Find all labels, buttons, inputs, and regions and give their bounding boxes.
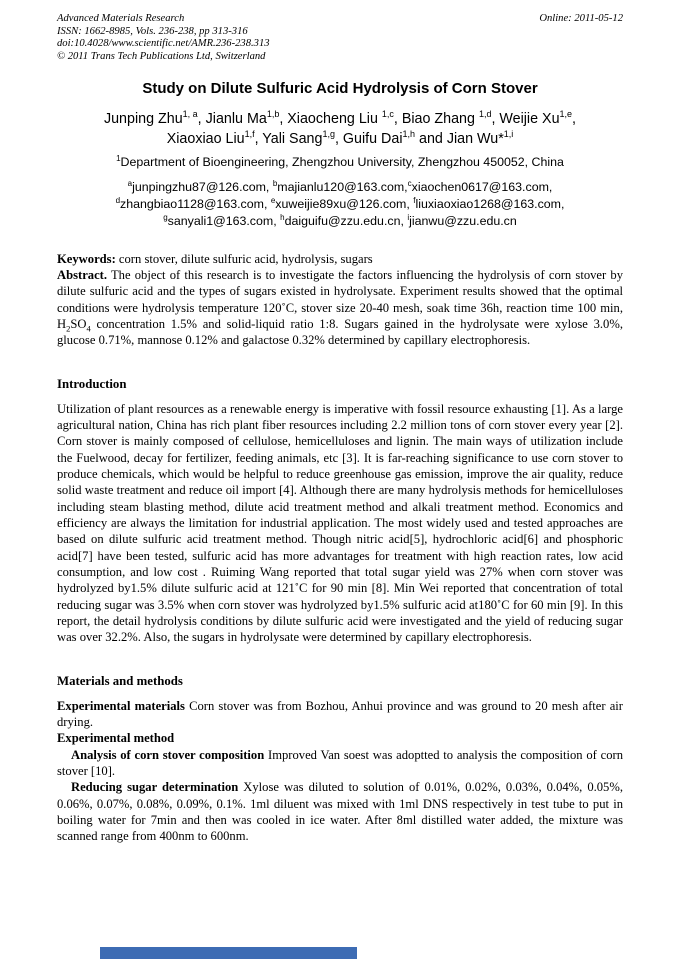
author-name: , Guifu Dai [334, 131, 403, 148]
author-name: Junping Zhu [103, 111, 183, 128]
author-name: , Xiaoxiao Liu [166, 111, 577, 148]
journal-issn: ISSN: 1662-8985, Vols. 236-238, pp 313-316 [57, 25, 248, 37]
email-sup: a [127, 179, 133, 189]
email-text: jianwu@zzu.edu.cn [409, 213, 517, 228]
author-sup: 1,c [381, 109, 394, 120]
email-sup: e [270, 196, 276, 206]
author-name: , Yali Sang [254, 131, 323, 148]
email-text: sanyali1@163.com, [167, 213, 281, 228]
experimental-materials-text: Corn stover was from Bozhou, Anhui province and was ground to 20 mesh after air drying. [57, 698, 623, 730]
journal-header [57, 13, 623, 63]
composition-analysis-label: Analysis of corn stover composition [71, 747, 265, 762]
experimental-materials-paragraph [57, 698, 623, 731]
author-name: and Jian Wu* [415, 131, 504, 148]
reducing-sugar-text: Xylose was diluted to solution of 0.01%, 0.02%, 0.03%, 0.04%, 0.05%, 0.06%, 0.07%, 0.08%, 0.09%, 0.1%. 1ml diluent was mixed with 1ml DNS respectively in test tube to put in boiling water for 7min and then was cooled in ice water. After 8ml distilled water added, the mixture was scanned range from 400nm to 600nm. [57, 780, 623, 844]
author-sup: 1,d [478, 109, 492, 120]
footer-banner [100, 947, 357, 959]
email-text: liuxiaoxiao1268@163.com, [415, 197, 565, 212]
affiliation-line [57, 154, 623, 170]
author-name: , Weijie Xu [491, 111, 560, 128]
keywords-line [57, 251, 623, 267]
reducing-sugar-paragraph [57, 779, 623, 844]
introduction-paragraph: Utilization of plant resources as a renewable energy is imperative with fossil resource exhausting [1]. As a large agricultural nation, China has rich plant fiber resources including 2.2 million tons of corn stover every year [2]. Corn stover is mainly composed of cellulose, hemicelluloses and lignin. The main ways of utilization include the Fuelwood, decay for fertilizer, feeding animals, etc [3]. It is far-reaching significance to use corn stover to produce chemicals, which would be helpful to reduce greenhouse gas emission, improve the air quality, reduce solid waste treatment and reduce oil import [4]. Although there are many hydrolysis methods for hemicelluloses including steam blasting method, dilute acid treatment method and alkali treatment method. Economics and efficiency are always the limitation for industrial application. The most widely used and tested approaches are based on dilute sulfuric acid treatment method. Though nitric acid[5], hydrochloric acid[6] and phosphoric acid[7] have been tested, sulfuric acid has more advantages for treatment with high reaction rates, low acid consumption, and low cost . Ruiming Wang reported that total sugar yield was 27% when corn stover was hydrolyzed by1.5% dilute sulfuric acid at 121˚C for 90 min [8]. Min Wei reported that concentration of total reducing sugar was 3.5% when corn stover was hydrolyzed by1.5% sulfuric acid at180˚C for 60 min [9]. In this report, the detail hydrolysis conditions by dilute sulfuric acid were investigated and the yield of reducing sugar was over 32.2%. Also, the sugars in hydrolysate were determined by capillary electrophoresis. [57, 401, 623, 645]
email-text: daiguifu@zzu.edu.cn, [284, 213, 408, 228]
email-text: junpingzhu87@126.com, [132, 180, 273, 195]
email-sup: h [280, 212, 285, 222]
author-sup: 1,h [402, 129, 416, 140]
author-line [75, 109, 605, 149]
section-heading-materials-and-methods: Materials and methods [57, 673, 183, 688]
keywords-label: Keywords: [57, 251, 116, 266]
composition-analysis-paragraph [57, 747, 623, 780]
author-name: , Xiaocheng Liu [279, 111, 382, 128]
email-sup: f [413, 196, 416, 206]
chem-subscript: 2 [66, 323, 71, 334]
author-sup: 1,e [559, 109, 573, 120]
author-sup: 1,f [244, 129, 255, 140]
abstract-paragraph [57, 267, 623, 348]
composition-analysis-text: Improved Van soest was adoptted to analysis the composition of corn stover [10]. [57, 747, 623, 779]
experimental-method-label: Experimental method [57, 731, 175, 746]
paper-title: Study on Dilute Sulfuric Acid Hydrolysis of Corn Stover [142, 80, 538, 98]
email-text: majianlu120@163.com, [277, 180, 408, 195]
abstract-text: concentration 1.5% and solid-liquid ratio 1:8. Sugars gained in the hydrolysate were xylose 3.0%, glucose 0.71%, mannose 0.12% and galactose 0.32% determined by capillary electrophoresis. [57, 316, 623, 348]
email-text: xiaochen0617@163.com, [411, 180, 553, 195]
author-sup: 1,g [322, 129, 335, 140]
author-name: , Biao Zhang [393, 111, 479, 128]
abstract-text: SO [70, 316, 87, 331]
author-sup: 1,b [266, 109, 280, 120]
email-text: zhangbiao1128@163.com, [120, 197, 271, 212]
email-sup: g [163, 212, 168, 222]
journal-info [57, 13, 270, 63]
journal-copyright: © 2011 Trans Tech Publications Ltd, Switzerland [57, 50, 266, 62]
email-sup: d [115, 196, 121, 206]
author-sup: 1,i [503, 129, 514, 140]
experimental-materials-label: Experimental materials [57, 698, 185, 713]
email-sup: i [407, 212, 410, 222]
email-sup: b [272, 179, 278, 189]
section-heading-introduction: Introduction [57, 376, 127, 391]
journal-name: Advanced Materials Research [57, 13, 185, 24]
journal-doi: doi:10.4028/www.scientific.net/AMR.236-238.313 [57, 38, 270, 50]
chem-subscript: 4 [86, 323, 91, 334]
email-text: xuweijie89xu@126.com, [275, 197, 414, 212]
author-name: , Jianlu Ma [197, 111, 267, 128]
experimental-method-line [57, 730, 623, 746]
affiliation-text: Department of Bioengineering, Zhengzhou University, Zhengzhou 450052, China [120, 155, 564, 170]
keywords-text: corn stover, dilute sulfuric acid, hydrolysis, sugars [115, 251, 373, 266]
online-date: Online: 2011-05-12 [539, 13, 623, 24]
email-sup: c [407, 179, 412, 189]
email-line [63, 179, 617, 229]
abstract-text: The object of this research is to investigate the factors influencing the hydrolysis of corn stover by dilute sulfuric acid and the types of sugars existed in hydrolysate. Experiment results showed that the optimal conditions were hydrolysis temperature 120˚C, stover size 20-40 mesh, soak time 36h, reaction time 100 min, H [57, 268, 623, 331]
reducing-sugar-label: Reducing sugar determination [71, 780, 239, 795]
affiliation-sup: 1 [116, 154, 121, 164]
abstract-label: Abstract. [57, 268, 108, 283]
author-sup: 1, a [182, 109, 198, 120]
